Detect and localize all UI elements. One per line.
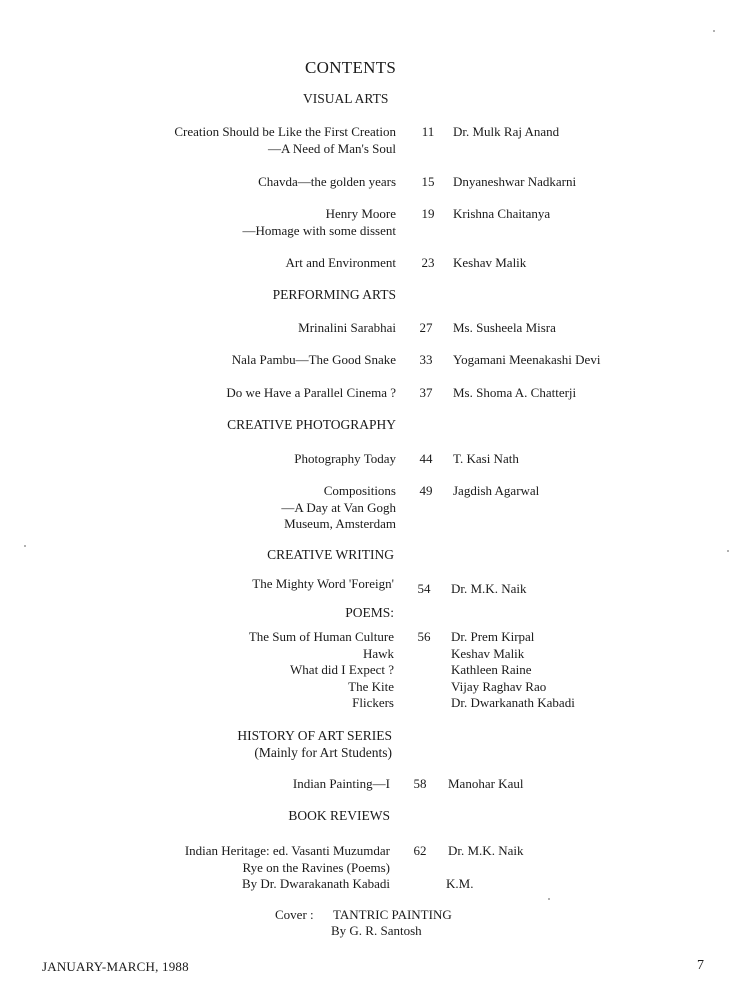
poem-title: Flickers (352, 695, 394, 710)
entry-page: 33 (419, 352, 433, 367)
entry-author: Jagdish Agarwal (453, 483, 540, 498)
entry-author: Yogamani Meenakashi Devi (453, 352, 601, 367)
entry-author: T. Kasi Nath (453, 451, 519, 466)
entry-author: Dr. M.K. Naik (451, 581, 527, 596)
section-book-reviews: BOOK REVIEWS (288, 808, 390, 823)
entry-page: 19 (421, 206, 435, 221)
cover-artist: By G. R. Santosh (331, 923, 422, 938)
entry-page: 56 (417, 629, 431, 644)
section-performing-arts: PERFORMING ARTS (272, 287, 396, 302)
page-title: CONTENTS (305, 58, 397, 77)
entry-title: Photography Today (294, 451, 396, 466)
entry-page: 49 (419, 483, 433, 498)
entry-author: Dr. Mulk Raj Anand (453, 124, 560, 139)
entry-title-line: By Dr. Dwarakanath Kabadi (241, 876, 390, 891)
entry-title-line: Rye on the Ravines (Poems) (242, 859, 390, 875)
section-subheading: (Mainly for Art Students) (254, 745, 392, 760)
entry-author: Krishna Chaitanya (453, 206, 551, 221)
entry-author: Manohar Kaul (448, 776, 524, 791)
entry-title: Mrinalini Sarabhai (298, 320, 396, 335)
entry-title-line: Compositions (323, 483, 396, 498)
scan-speck (548, 898, 550, 900)
poem-author: Keshav Malik (451, 645, 525, 661)
section-history-of-art (237, 727, 392, 761)
entry-author: K.M. (446, 876, 474, 891)
scan-speck (727, 550, 729, 552)
section-visual-arts: VISUAL ARTS (303, 91, 389, 106)
entry-author: Dr. M.K. Naik (448, 843, 524, 858)
page-number: 7 (697, 958, 704, 973)
poem-author: Vijay Raghav Rao (451, 678, 547, 694)
entry-page: 37 (419, 385, 433, 400)
entry-title-line: Henry Moore (325, 206, 396, 221)
poem-title: The Sum of Human Culture (248, 629, 394, 644)
entry-title-line: —A Day at Van Gogh (281, 499, 396, 515)
poem-title: What did I Expect ? (290, 662, 394, 677)
entry-author: Dnyaneshwar Nadkarni (453, 174, 577, 189)
cover-label: Cover : (275, 907, 314, 922)
entry-page: 58 (413, 776, 427, 791)
section-creative-photography: CREATIVE PHOTOGRAPHY (227, 417, 396, 432)
issue-date: JANUARY-MARCH, 1988 (42, 959, 189, 974)
scan-speck (24, 545, 26, 547)
entry-title: Art and Environment (285, 255, 396, 270)
section-heading: HISTORY OF ART SERIES (237, 728, 392, 743)
poem-authors (451, 629, 575, 712)
entry-title: The Mighty Word 'Foreign' (252, 576, 394, 591)
entry-page: 62 (413, 843, 427, 858)
entry-page: 23 (421, 255, 435, 270)
poem-title: The Kite (348, 678, 394, 694)
entry-title (185, 843, 390, 893)
entry-title-line: Creation Should be Like the First Creation (174, 124, 396, 139)
entry-page: 27 (419, 320, 433, 335)
entry-author: Keshav Malik (453, 255, 527, 270)
poem-titles (249, 629, 394, 712)
entry-title (174, 124, 396, 157)
entry-author: Ms. Susheela Misra (453, 320, 556, 335)
entry-title: Nala Pambu—The Good Snake (231, 352, 396, 367)
poem-author: Kathleen Raine (451, 662, 532, 677)
poem-author: Dr. Prem Kirpal (451, 629, 535, 644)
entry-page: 15 (421, 174, 435, 189)
entry-title: Chavda—the golden years (258, 174, 396, 189)
entry-title-line: —A Need of Man's Soul (267, 140, 396, 156)
entry-page: 44 (419, 451, 433, 466)
entry-author: Ms. Shoma A. Chatterji (453, 385, 577, 400)
entry-title: Do we Have a Parallel Cinema ? (226, 385, 396, 400)
section-poems: POEMS: (345, 605, 394, 620)
scan-speck (713, 30, 715, 32)
entry-page: 54 (417, 581, 431, 596)
entry-title-line: Indian Heritage: ed. Vasanti Muzumdar (184, 843, 390, 858)
entry-title: Indian Painting—I (292, 776, 390, 791)
entry-title-line: —Homage with some dissent (242, 222, 396, 238)
entry-title-line: Museum, Amsterdam (284, 516, 396, 531)
section-creative-writing: CREATIVE WRITING (267, 547, 394, 562)
entry-page: 11 (421, 124, 435, 139)
entry-title (281, 483, 396, 533)
entry-title (243, 206, 396, 239)
poem-author: Dr. Dwarkanath Kabadi (451, 695, 575, 710)
poem-title: Hawk (362, 645, 394, 661)
cover-title: TANTRIC PAINTING (333, 907, 452, 922)
